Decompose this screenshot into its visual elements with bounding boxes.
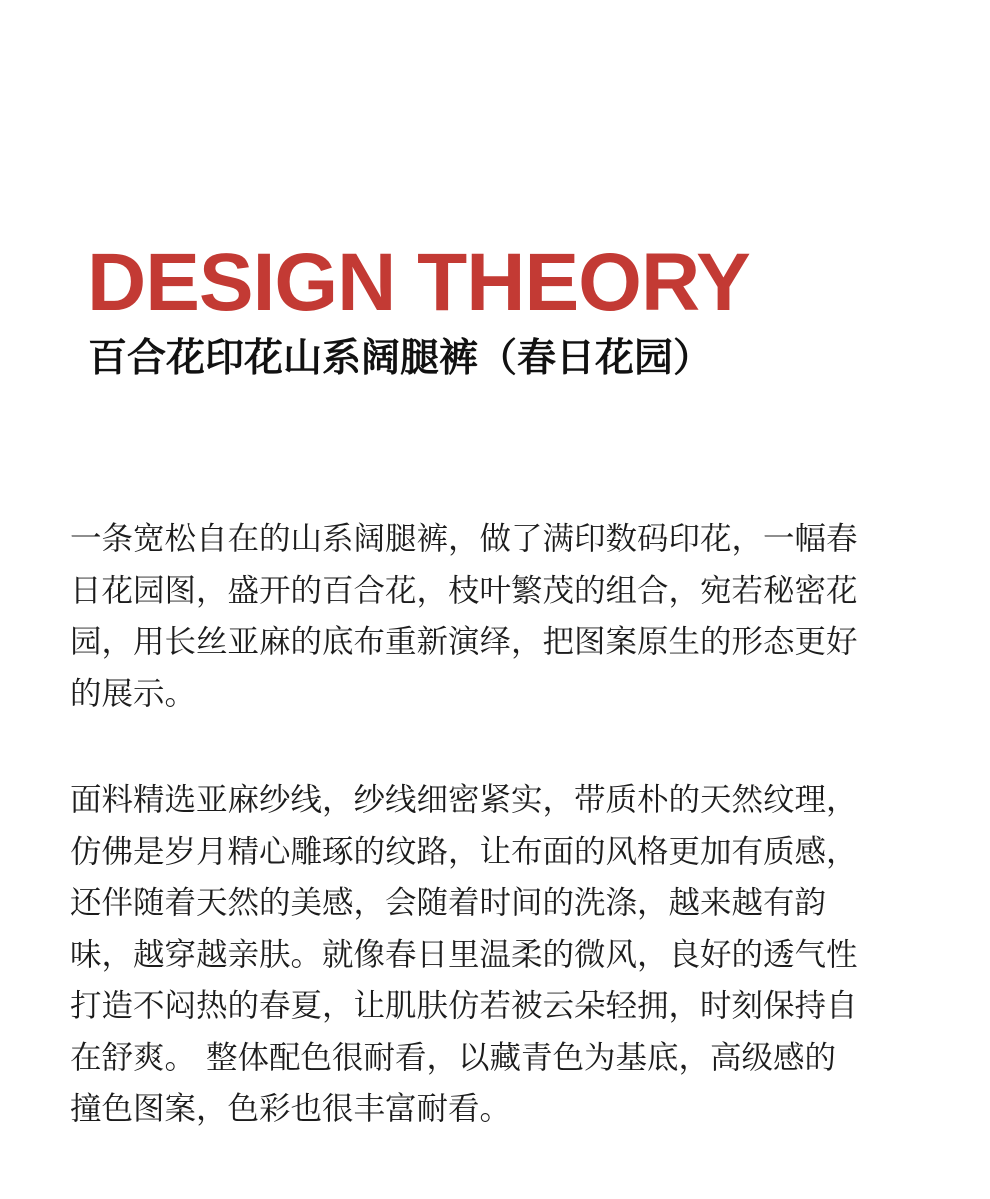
- paragraph-line: 在舒爽。 整体配色很耐看，以藏青色为基底，高级感的: [70, 1039, 837, 1076]
- paragraph-line: 日花园图，盛开的百合花，枝叶繁茂的组合，宛若秘密花: [70, 572, 858, 609]
- heading-chinese: 百合花印花山系阔腿裤（春日花园）: [88, 336, 713, 381]
- paragraph-intro: [70, 514, 930, 720]
- paragraph-line: 一条宽松自在的山系阔腿裤，做了满印数码印花，一幅春: [70, 521, 858, 557]
- paragraph-line: 仿佛是岁月精心雕琢的纹路，让布面的风格更加有质感，: [70, 833, 858, 870]
- paragraph-fabric: [70, 775, 930, 1136]
- heading-english: DESIGN THEORY: [87, 237, 750, 328]
- paragraph-line: 还伴随着天然的美感，会随着时间的洗涤，越来越有韵: [70, 885, 827, 921]
- paragraph-line: 打造不闷热的春夏，让肌肤仿若被云朵轻拥，时刻保持自: [70, 988, 858, 1024]
- paragraph-line: 的展示。: [70, 675, 197, 712]
- paragraph-line: 撞色图案，色彩也很丰富耐看。: [70, 1091, 512, 1127]
- paragraph-line: 园，用长丝亚麻的底布重新演绎，把图案原生的形态更好: [70, 624, 858, 660]
- paragraph-line: 面料精选亚麻纱线，纱线细密紧实，带质朴的天然纹理，: [70, 782, 858, 818]
- paragraph-line: 味，越穿越亲肤。就像春日里温柔的微风，良好的透气性: [70, 936, 858, 973]
